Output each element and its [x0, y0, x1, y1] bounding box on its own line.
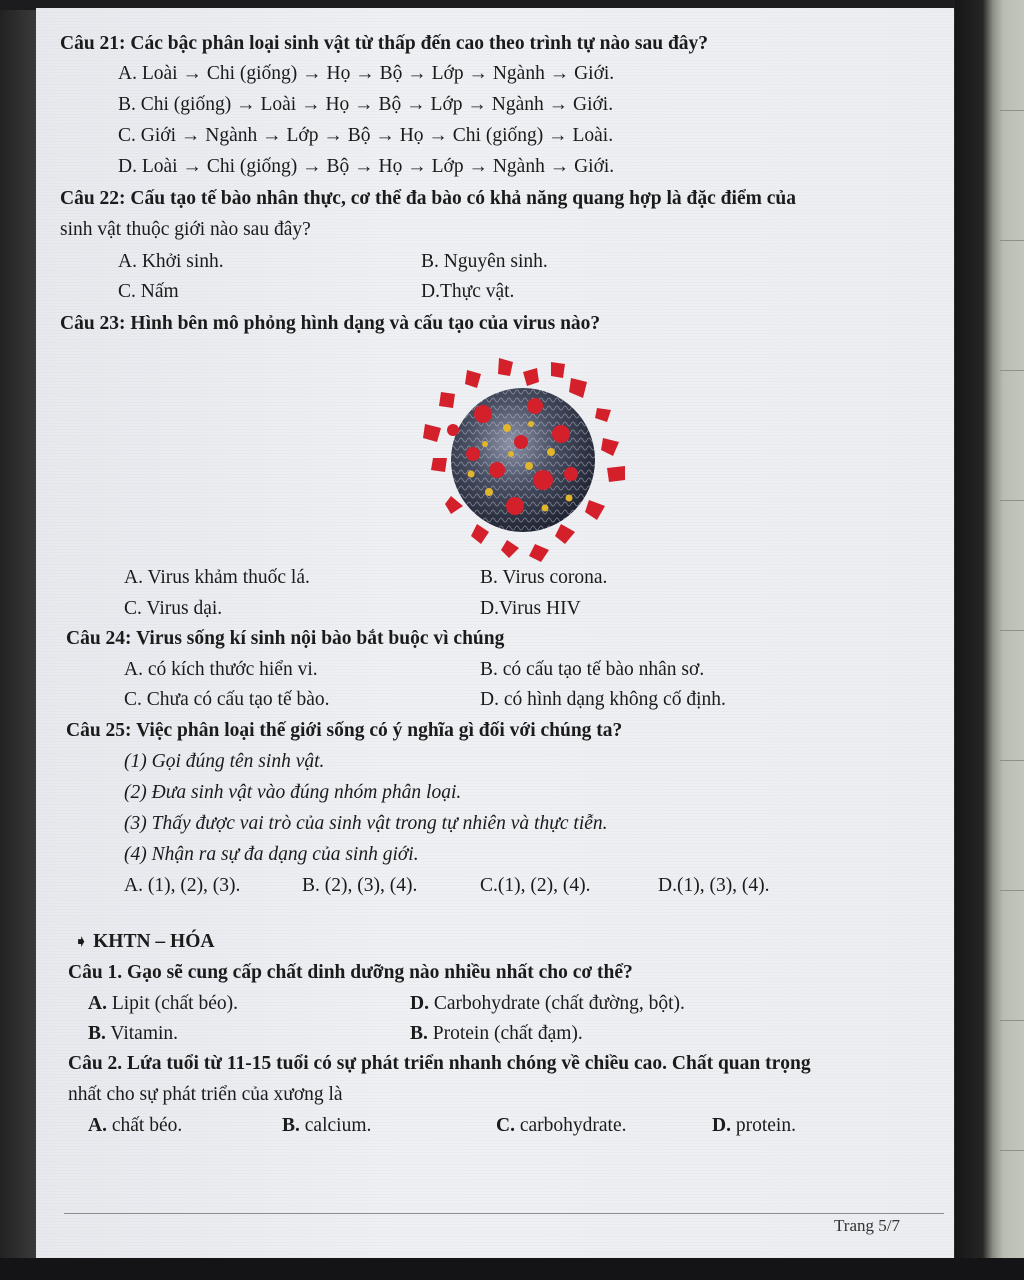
chem-question-2-stem	[68, 1054, 811, 1074]
question-24-stem	[66, 629, 504, 649]
screen-bezel-left	[0, 0, 36, 1280]
question-25-option-d: D.(1), (3), (4).	[658, 875, 770, 896]
section-title: KHTN – HÓA	[93, 931, 215, 952]
chem-question-2-option-c	[496, 1116, 627, 1136]
option-text: chất béo.	[106, 1115, 183, 1136]
question-23-option-a: A. Virus khảm thuốc lá.	[124, 567, 310, 588]
document-page	[36, 8, 954, 1258]
chem-question-2-stem-line1: Câu 2. Lứa tuổi từ 11-15 tuổi có sự phát triển nhanh chóng về chiều cao. Chất quan trọng	[68, 1053, 811, 1074]
background-line	[1000, 1020, 1024, 1021]
question-21-option-a: A. Loài → Chi (giống) → Họ → Bộ → Lớp → Ngành → Giới.	[118, 63, 615, 84]
question-22-option-d: D.Thực vật.	[421, 281, 515, 302]
footer-divider	[64, 1213, 944, 1214]
background-line	[1000, 500, 1024, 501]
question-23-option-b: B. Virus corona.	[480, 567, 608, 588]
coronavirus-illustration	[411, 348, 631, 568]
section-bullet-icon: ➧	[74, 932, 89, 952]
option-letter: D.	[712, 1115, 731, 1136]
chem-question-1-stem: Câu 1. Gạo sẽ cung cấp chất dinh dưỡng nào nhiều nhất cho cơ thể?	[68, 962, 633, 983]
option-text: protein.	[730, 1115, 796, 1136]
option-text: calcium.	[299, 1115, 372, 1136]
question-22-stem	[60, 189, 796, 209]
background-line	[1000, 760, 1024, 761]
question-24-stem-text: Câu 24: Virus sống kí sinh nội bào bắt buộc vì chúng	[66, 628, 505, 649]
option-text: Lipit (chất béo).	[106, 993, 239, 1014]
option-text: Carbohydrate (chất đường, bột).	[428, 993, 685, 1014]
question-23-stem: Câu 23: Hình bên mô phỏng hình dạng và cấu tạo của virus nào?	[60, 313, 601, 334]
question-25-option-c: C.(1), (2), (4).	[480, 875, 591, 896]
question-21-stem: Câu 21: Các bậc phân loại sinh vật từ thấp đến cao theo trình tự nào sau đây?	[60, 33, 709, 54]
screen-bezel-right	[955, 0, 1024, 1280]
question-25-option-b: B. (2), (3), (4).	[302, 875, 418, 896]
question-23-option-c: C. Virus dại.	[124, 598, 223, 619]
background-line	[1000, 370, 1024, 371]
question-25-statement-1: (1) Gọi đúng tên sinh vật.	[124, 751, 325, 772]
question-23-option-d: D.Virus HIV	[480, 598, 581, 619]
option-letter: B.	[282, 1115, 300, 1136]
question-25-option-a: A. (1), (2), (3).	[124, 875, 241, 896]
background-line	[1000, 240, 1024, 241]
screen-bezel-bottom	[0, 1258, 1024, 1280]
background-line	[1000, 890, 1024, 891]
chem-question-2-option-a	[88, 1116, 182, 1136]
option-text: Protein (chất đạm).	[427, 1023, 583, 1044]
chem-question-1-option-b	[88, 1024, 178, 1044]
option-letter: A.	[88, 1115, 107, 1136]
question-24-option-d: D. có hình dạng không cố định.	[480, 689, 726, 710]
chem-question-2-stem-line2: nhất cho sự phát triển của xương là	[68, 1084, 343, 1105]
question-24-option-a: A. có kích thước hiển vi.	[124, 659, 318, 680]
background-line	[1000, 630, 1024, 631]
option-letter: A.	[88, 993, 107, 1014]
question-25-statement-2: (2) Đưa sinh vật vào đúng nhóm phân loại.	[124, 782, 462, 803]
question-25-stem: Câu 25: Việc phân loại thế giới sống có ý nghĩa gì đối với chúng ta?	[66, 720, 623, 741]
background-line	[1000, 110, 1024, 111]
question-21-option-c: C. Giới → Ngành → Lớp → Bộ → Họ → Chi (giống) → Loài.	[118, 125, 614, 146]
section-heading	[74, 932, 214, 952]
question-22-option-b: B. Nguyên sinh.	[421, 251, 548, 272]
question-22-option-a: A. Khởi sinh.	[118, 251, 224, 272]
question-21-option-b: B. Chi (giống) → Loài → Họ → Bộ → Lớp → Ngành → Giới.	[118, 94, 614, 115]
chem-question-1-option-a	[88, 994, 238, 1014]
chem-question-2-option-d	[712, 1116, 796, 1136]
chem-question-2-option-b	[282, 1116, 371, 1136]
question-21-option-d: D. Loài → Chi (giống) → Bộ → Họ → Lớp → Ngành → Giới.	[118, 156, 615, 177]
question-25-statement-4: (4) Nhận ra sự đa dạng của sinh giới.	[124, 844, 419, 865]
option-letter: B.	[88, 1023, 106, 1044]
chem-question-1-option-b2	[410, 1024, 583, 1044]
option-text: carbohydrate.	[514, 1115, 627, 1136]
option-letter: D.	[410, 993, 429, 1014]
background-line	[1000, 1150, 1024, 1151]
question-24-option-b: B. có cấu tạo tế bào nhân sơ.	[480, 659, 705, 680]
option-letter: C.	[496, 1115, 515, 1136]
option-letter: B.	[410, 1023, 428, 1044]
chem-question-1-option-d	[410, 994, 685, 1014]
question-22-option-c: C. Nấm	[118, 281, 179, 302]
question-25-statement-3: (3) Thấy được vai trò của sinh vật trong tự nhiên và thực tiễn.	[124, 813, 608, 834]
question-22-stem-line1: Câu 22: Cấu tạo tế bào nhân thực, cơ thể đa bào có khả năng quang hợp là đặc điểm của	[60, 188, 796, 209]
option-text: Vitamin.	[105, 1023, 179, 1044]
page-number: Trang 5/7	[834, 1216, 900, 1235]
question-24-option-c: C. Chưa có cấu tạo tế bào.	[124, 689, 330, 710]
question-22-stem-line2: sinh vật thuộc giới nào sau đây?	[60, 219, 311, 240]
